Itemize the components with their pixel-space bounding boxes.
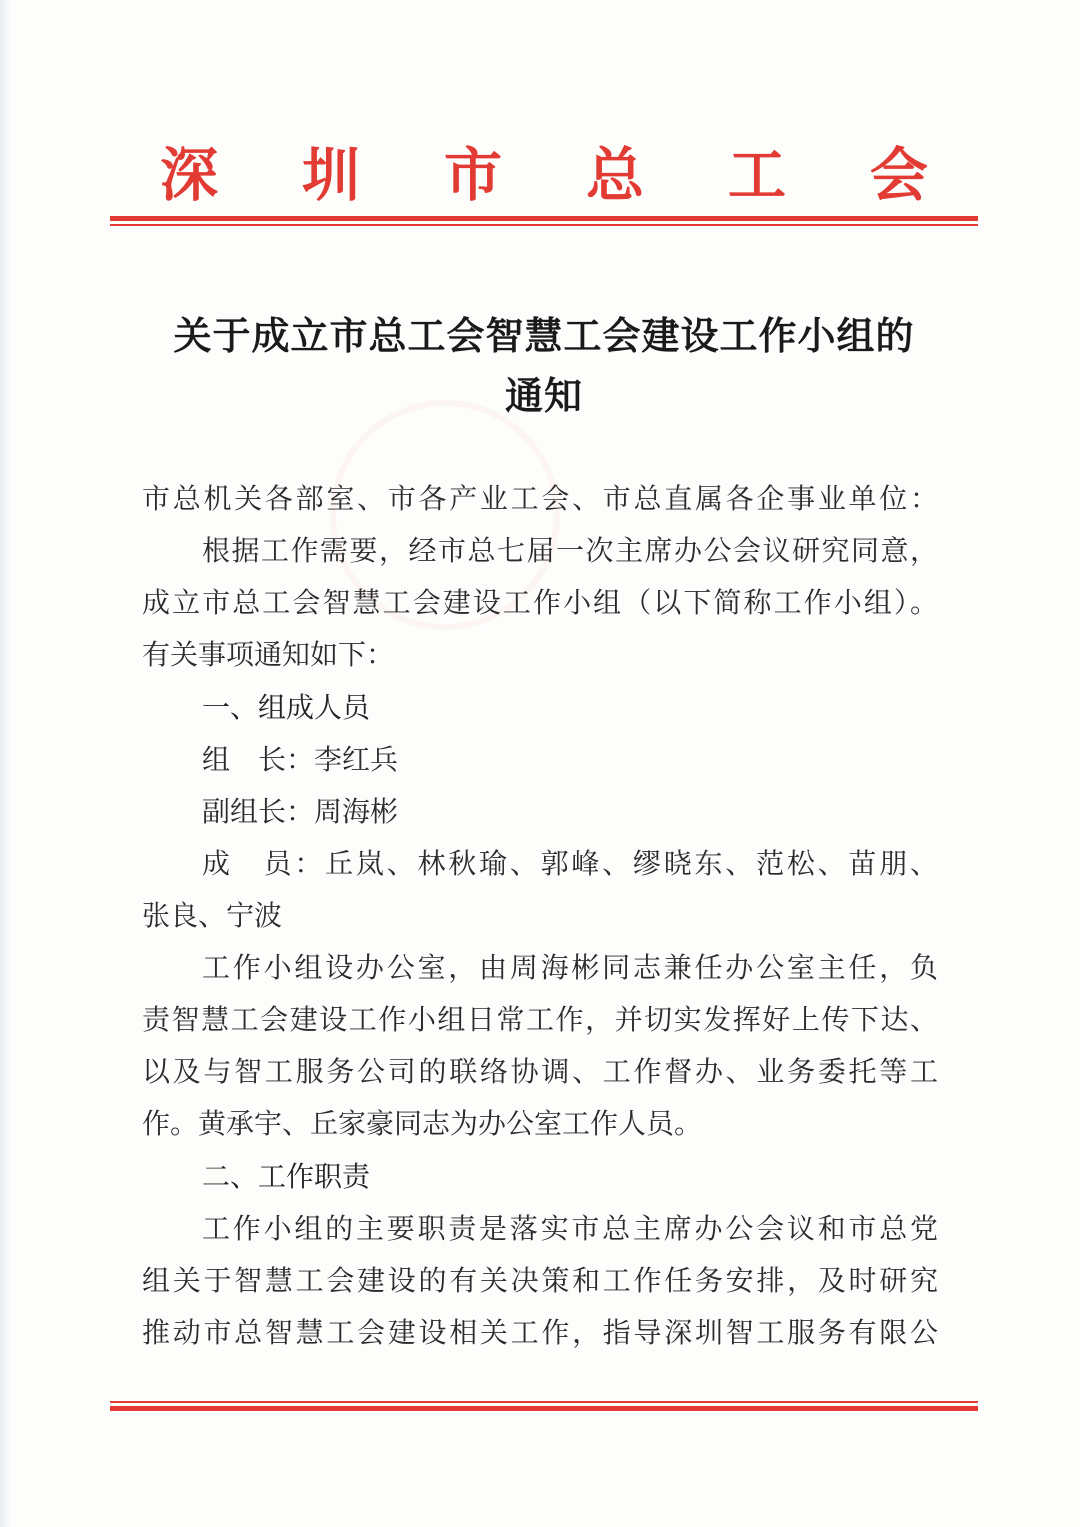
addressee-line: 市总机关各部室、市各产业工会、市总直属各企事业单位：: [142, 482, 938, 515]
section-heading-duties: 二、工作职责: [202, 1160, 371, 1193]
paragraph-line: 推动市总智慧工会建设相关工作，指导深圳智工服务有限公: [142, 1316, 938, 1349]
letterhead-char: 工: [727, 141, 786, 209]
paragraph-line: 工作小组设办公室，由周海彬同志兼任办公室主任，负: [202, 951, 938, 984]
paragraph-line: 组关于智慧工会建设的有关决策和工作任务安排，及时研究: [142, 1264, 938, 1297]
document-title-line-2: 通知: [504, 373, 583, 418]
letterhead-char: 深: [160, 141, 219, 209]
page-edge-shadow: [0, 0, 10, 1527]
members-line: 张良、宁波: [142, 899, 283, 932]
deputy-leader-line: 副组长：周海彬: [202, 795, 399, 828]
letterhead-red-rule: [110, 216, 978, 226]
letterhead-char: 圳: [301, 141, 360, 209]
paragraph-line: 以及与智工服务公司的联络协调、工作督办、业务委托等工: [142, 1055, 938, 1088]
group-leader-line: 组 长：李红兵: [202, 743, 399, 776]
footer-red-rule: [110, 1401, 978, 1411]
paragraph-line: 作。黄承宇、丘家豪同志为办公室工作人员。: [142, 1107, 703, 1140]
members-line: 成 员：丘岚、林秋瑜、郭峰、缪晓东、范松、苗朋、: [202, 847, 938, 880]
paragraph-line: 责智慧工会建设工作小组日常工作，并切实发挥好上传下达、: [142, 1003, 938, 1036]
document-title-line-1: 关于成立市总工会智慧工会建设工作小组的: [173, 313, 915, 358]
letterhead-char: 总: [585, 141, 644, 209]
paragraph-line: 工作小组的主要职责是落实市总主席办公会议和市总党: [202, 1212, 938, 1245]
letterhead-char: 市: [443, 141, 502, 209]
letterhead-title: [110, 140, 978, 210]
paragraph-line: 成立市总工会智慧工会建设工作小组（以下简称工作小组）。: [142, 586, 938, 619]
paragraph-line: 有关事项通知如下：: [142, 638, 395, 671]
section-heading-members: 一、组成人员: [202, 691, 371, 724]
paragraph-line: 根据工作需要，经市总七届一次主席办公会议研究同意，: [202, 534, 938, 567]
letterhead-char: 会: [869, 141, 928, 209]
